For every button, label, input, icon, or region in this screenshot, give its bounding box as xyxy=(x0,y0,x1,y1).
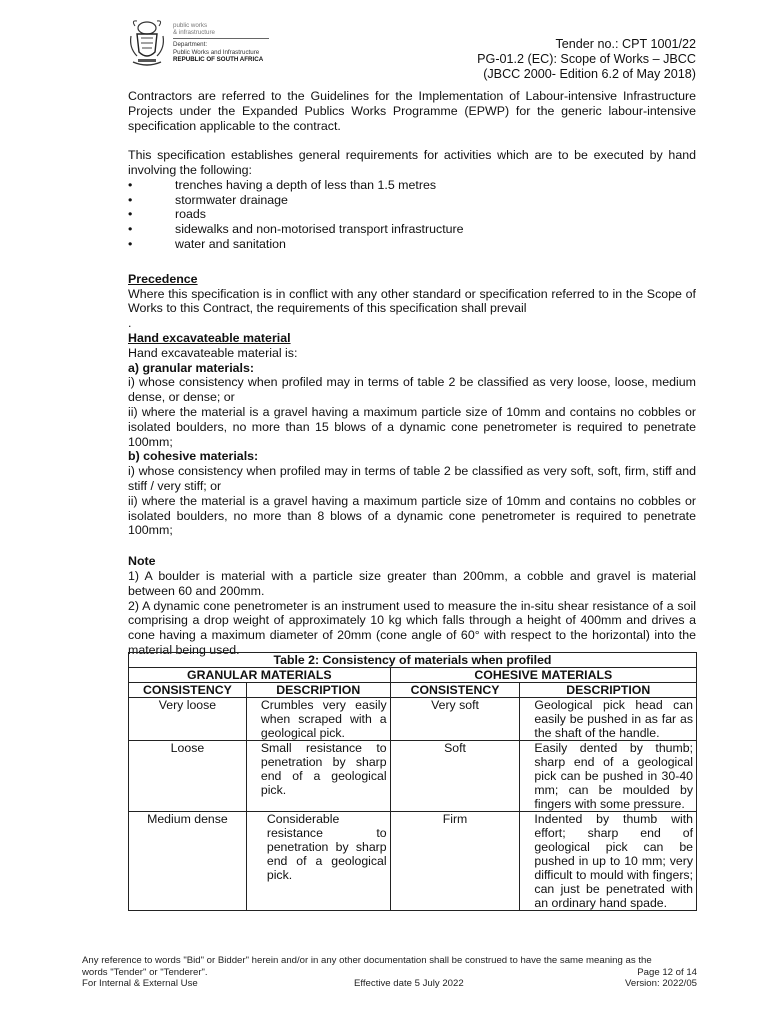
document-edition: (JBCC 2000- Edition 6.2 of May 2018) xyxy=(483,67,696,81)
activity-list xyxy=(128,178,696,252)
granular-consistency-cell: Very loose xyxy=(129,698,247,741)
note-heading: Note xyxy=(128,554,156,569)
stray-dot: . xyxy=(128,316,132,331)
cohesive-consistency-cell: Firm xyxy=(390,812,520,911)
cohesive-description-cell: Indented by thumb with effort; sharp end of geological pick can be pushed in up to 10 mm; very difficult to mould with fingers; can just be penetrated with an ordinary hand spade. xyxy=(520,812,697,911)
document-reference: PG-01.2 (EC): Scope of Works – JBCC xyxy=(477,52,696,66)
main-content xyxy=(128,89,696,658)
granular-heading: a) granular materials: xyxy=(128,360,255,375)
cohesive-consistency-cell: Very soft xyxy=(390,698,520,741)
logo-line-5: REPUBLIC OF SOUTH AFRICA xyxy=(173,55,264,63)
cohesive-clause-ii: ii) where the material is a gravel having a maximum particle size of 10mm and contains no cobbles or isolated boulders, no more than 8 blows of a dynamic cone penetrometer is required to penetrate 100mm; xyxy=(128,493,696,538)
cohesive-description-cell: Easily dented by thumb; sharp end of a geological pick can be pushed in 30-40 mm; can be moulded by fingers with some pressure. xyxy=(520,741,697,812)
page-number: Page 12 of 14 xyxy=(637,966,697,978)
logo-divider xyxy=(173,38,269,39)
cohesive-heading: b) cohesive materials: xyxy=(128,449,259,464)
coat-of-arms-icon xyxy=(127,18,167,70)
paragraph-specification: This specification establishes general requirements for activities which are to be executed by hand involving the following: xyxy=(128,148,696,177)
granular-consistency-cell: Medium dense xyxy=(129,812,247,911)
granular-clause-ii: ii) where the material is a gravel having a maximum particle size of 10mm and contains no cobbles or isolated boulders, no more than 15 blows of a dynamic cone penetrometer is required to penetrate 100mm; xyxy=(128,404,696,449)
logo-line-2: & infrastructure xyxy=(173,29,215,37)
granular-description-header: DESCRIPTION xyxy=(246,683,390,698)
logo-text xyxy=(173,22,269,63)
cohesive-description-cell: Geological pick head can easily be pushed in as far as the shaft of the handle. xyxy=(520,698,697,741)
cohesive-materials-header: COHESIVE MATERIALS xyxy=(390,668,696,683)
granular-description-cell: Crumbles very easily when scraped with a geological pick. xyxy=(246,698,390,741)
list-item: • trenches having a depth of less than 1.5 metres xyxy=(128,178,696,193)
granular-clause-i: i) whose consistency when profiled may in terms of table 2 be classified as very loose, loose, medium dense, or dense; or xyxy=(128,375,696,405)
cohesive-description-header: DESCRIPTION xyxy=(520,683,697,698)
granular-description-cell: Considerable resistance to penetration by sharp end of a geological pick. xyxy=(246,812,390,911)
list-item: • stormwater drainage xyxy=(128,193,696,208)
table-title: Table 2: Consistency of materials when profiled xyxy=(129,653,697,668)
department-logo xyxy=(127,18,272,70)
table-row xyxy=(129,741,697,812)
note-2: 2) A dynamic cone penetrometer is an instrument used to measure the in-situ shear resistance of a soil comprising a drop weight of approximately 10 kg which falls through a height of 400mm and drives a cone having a maximum diameter of 20mm (cone angle of 60° with respect to the horizontal) into the material being used. xyxy=(128,598,696,657)
tender-header xyxy=(477,37,696,82)
list-item: • water and sanitation xyxy=(128,237,696,252)
granular-description-cell: Small resistance to penetration by sharp end of a geological pick. xyxy=(246,741,390,812)
footer-disclaimer-continued: words "Tender" or "Tenderer". xyxy=(82,966,208,978)
granular-materials-header: GRANULAR MATERIALS xyxy=(129,668,391,683)
logo-line-1: public works xyxy=(173,22,208,29)
logo-line-3: Department: xyxy=(173,41,208,49)
granular-consistency-cell: Loose xyxy=(129,741,247,812)
cohesive-consistency-header: CONSISTENCY xyxy=(390,683,520,698)
precedence-heading: Precedence xyxy=(128,271,198,286)
tender-number: Tender no.: CPT 1001/22 xyxy=(555,37,696,51)
note-1: 1) A boulder is material with a particle size greater than 200mm, a cobble and gravel is material between 60 and 200mm. xyxy=(128,568,696,598)
usage-label: For Internal & External Use xyxy=(82,978,198,990)
precedence-text: Where this specification is in conflict with any other standard or specification referred to in the Scope of Works to this Contract, the requirements of this specification shall prevail xyxy=(128,286,696,316)
list-item: • sidewalks and non-motorised transport infrastructure xyxy=(128,222,696,237)
footer-disclaimer: Any reference to words "Bid" or Bidder" herein and/or in any other documentation shall be construed to have the same meaning as the xyxy=(82,955,652,966)
effective-date: Effective date 5 July 2022 xyxy=(354,978,464,990)
paragraph-contractors: Contractors are referred to the Guidelines for the Implementation of Labour-intensive Infrastructure Projects under the Expanded Publics Works Programme (EPWP) for the generic labour-intensive specification applicable to the contract. xyxy=(128,89,696,133)
list-item: • roads xyxy=(128,207,696,222)
cohesive-consistency-cell: Soft xyxy=(390,741,520,812)
logo-line-4: Public Works and Infrastructure xyxy=(173,48,260,56)
page-footer xyxy=(82,955,697,990)
hand-excavateable-intro: Hand excavateable material is: xyxy=(128,345,298,360)
hand-excavateable-heading: Hand excavateable material xyxy=(128,330,291,345)
cohesive-clause-i: i) whose consistency when profiled may in terms of table 2 be classified as very soft, soft, firm, stiff and stiff / very stiff; or xyxy=(128,464,696,493)
table-row xyxy=(129,698,697,741)
consistency-table xyxy=(128,652,697,911)
granular-consistency-header: CONSISTENCY xyxy=(129,683,247,698)
table-row xyxy=(129,812,697,911)
version-label: Version: 2022/05 xyxy=(624,978,697,990)
